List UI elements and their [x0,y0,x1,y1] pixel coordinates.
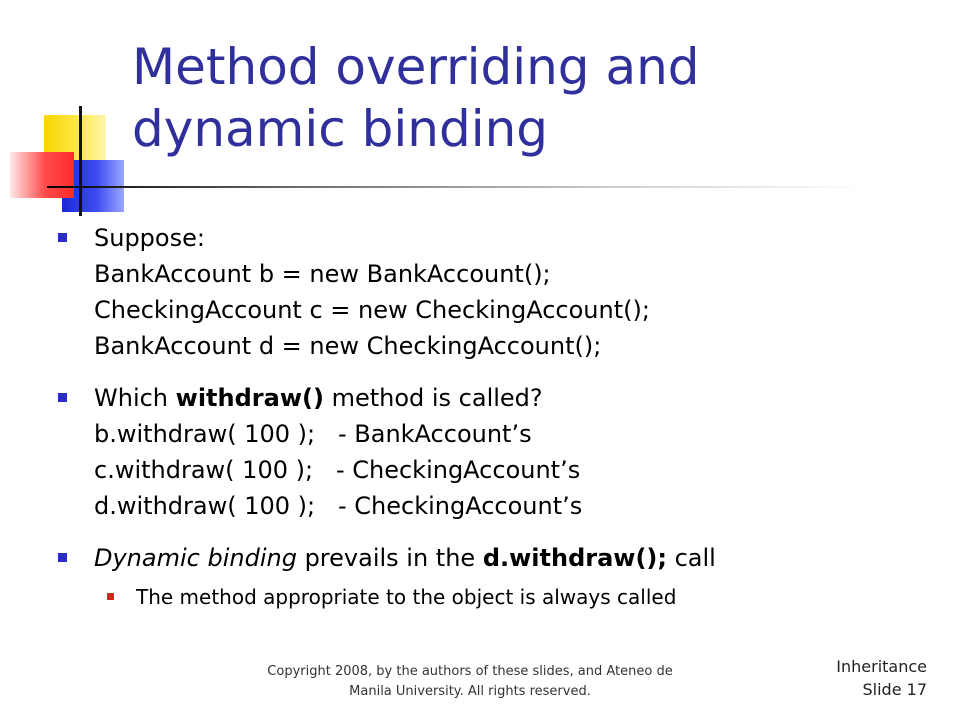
suppose-label: Suppose: [94,224,205,252]
copyright-line-2: Manila University. All rights reserved. [349,684,591,699]
slide-number: Slide 17 [862,680,927,699]
dynamic-binding-italic: Dynamic binding [94,544,297,572]
vertical-rule-decoration [79,106,82,216]
call-line-c: c.withdraw( 100 ); - CheckingAccount’s [94,456,581,484]
which-question [94,380,582,416]
dynamic-post: call [666,544,716,572]
square-bullet-icon [58,393,67,402]
slide-title-line-1: Method overriding and [132,38,700,96]
d-withdraw-bold: d.withdraw(); [482,544,667,572]
red-square-decoration [10,152,74,198]
code-line-b: BankAccount b = new BankAccount(); [94,260,551,288]
dynamic-binding-statement [94,540,716,576]
copyright-footer [230,662,710,702]
slide-info-footer [836,655,927,701]
withdraw-method-bold: withdraw() [175,384,324,412]
square-bullet-icon [58,233,67,242]
bullet-suppose [94,220,650,364]
sub-bullet-method-appropriate [136,582,676,612]
which-post: method is called? [323,384,543,412]
dynamic-mid: prevails in the [296,544,483,572]
slide-title-line-2: dynamic binding [132,100,549,158]
square-bullet-icon [58,553,67,562]
code-line-c: CheckingAccount c = new CheckingAccount(); [94,296,650,324]
square-sub-bullet-icon [107,593,114,600]
bullet-dynamic-binding [94,540,716,576]
topic-label: Inheritance [836,657,927,676]
decorative-logo-blocks [0,0,140,230]
call-line-d: d.withdraw( 100 ); - CheckingAccount’s [94,492,583,520]
copyright-line-1: Copyright 2008, by the authors of these slides, and Ateneo de [267,664,673,679]
code-line-d: BankAccount d = new CheckingAccount(); [94,332,602,360]
slide-title [132,36,932,160]
which-pre: Which [94,384,176,412]
sub-bullet-text: The method appropriate to the object is always called [136,585,677,609]
call-line-b: b.withdraw( 100 ); - BankAccount’s [94,420,532,448]
title-underline-rule [47,186,867,188]
bullet-which-method [94,380,582,524]
